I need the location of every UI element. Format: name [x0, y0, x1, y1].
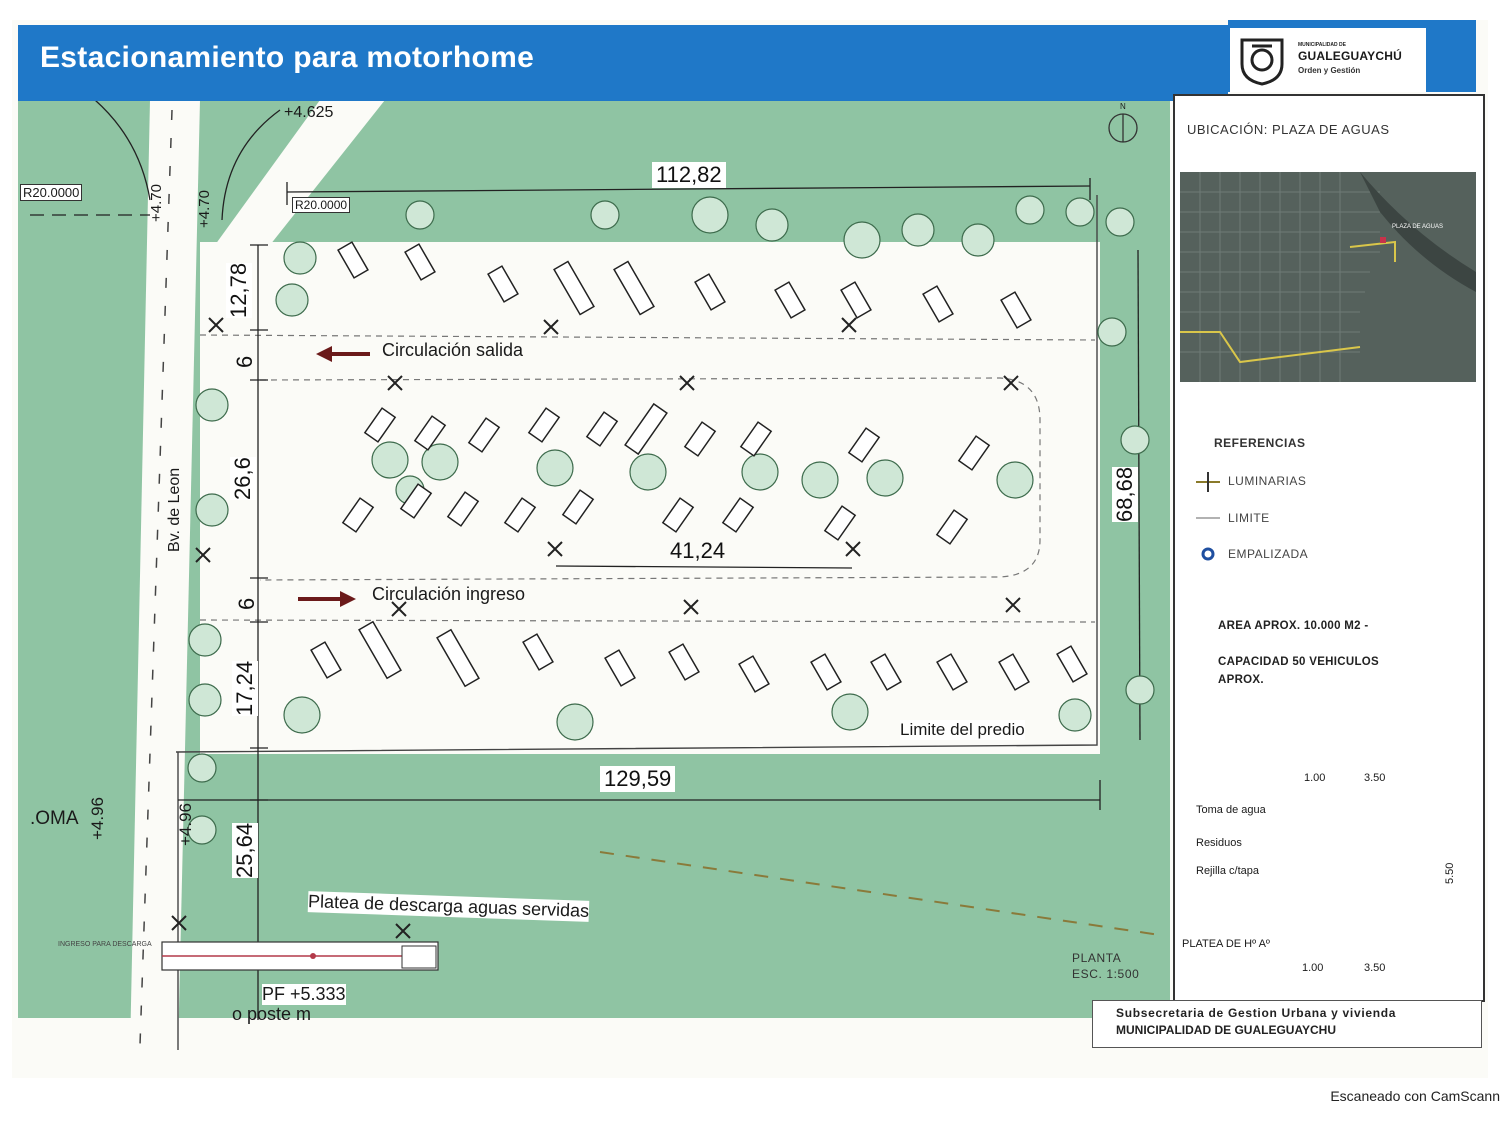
logo-org-name: GUALEGUAYCHÚ — [1298, 49, 1402, 63]
area-info: AREA APROX. 10.000 M2 - — [1218, 620, 1369, 632]
map-image — [1180, 172, 1476, 382]
detail-water-label: Toma de agua — [1196, 804, 1266, 816]
dimension-left-5: 17,24 — [232, 660, 257, 716]
detail-dim-top-2: 3.50 — [1364, 772, 1386, 784]
dimension-left-4: 6 — [234, 597, 259, 610]
dimension-left-3: 26,6 — [230, 457, 255, 500]
ref-limit: LIMITE — [1228, 511, 1270, 525]
radius-right: R20.0000 — [292, 197, 350, 213]
discharge-entry-label: INGRESO PARA DESCARGA — [58, 941, 152, 948]
plan-title: PLANTA — [1072, 951, 1122, 965]
level-c: +4.96 — [88, 796, 107, 840]
capacity-info-2: APROX. — [1218, 674, 1264, 686]
radius-left: R20.0000 — [20, 184, 82, 201]
dimension-bottom: 129,59 — [600, 766, 675, 792]
pf-level: PF +5.333 — [262, 984, 346, 1004]
luminaire-icon — [1194, 470, 1222, 494]
dimension-left-6: 25,64 — [232, 822, 257, 878]
fence-post-icon — [1200, 546, 1216, 562]
dimension-left-1: 12,78 — [226, 262, 251, 318]
level-b: +4.70 — [196, 190, 213, 228]
municipality-name: MUNICIPALIDAD DE GUALEGUAYCHU — [1116, 1023, 1337, 1037]
capacity-info: CAPACIDAD 50 VEHICULOS — [1218, 656, 1380, 668]
ref-fence: EMPALIZADA — [1228, 547, 1309, 561]
limit-line-icon — [1194, 510, 1222, 524]
exit-circulation-label: Circulación salida — [382, 340, 524, 360]
references-title: REFERENCIAS — [1214, 436, 1306, 450]
level-a: +4.70 — [148, 184, 165, 222]
logo-org-small: MUNICIPALIDAD DE — [1298, 42, 1346, 48]
entry-circulation-label: Circulación ingreso — [372, 584, 526, 604]
discharge-platform — [162, 942, 438, 970]
map-tag: PLAZA DE AGUAS — [1392, 224, 1444, 230]
north-label: N — [1120, 102, 1126, 111]
level-top: +4.625 — [284, 104, 334, 121]
dimension-left-2: 6 — [232, 355, 257, 368]
scanner-watermark: Escaneado con CamScann — [1330, 1088, 1500, 1104]
dimension-top: 112,82 — [652, 162, 726, 188]
detail-platform-label: PLATEA DE Hº Aº — [1182, 938, 1270, 950]
detail-grate-label: Rejilla c/tapa — [1196, 865, 1259, 877]
ref-luminaires: LUMINARIAS — [1228, 474, 1307, 488]
detail-dim-side: 5.50 — [1444, 862, 1456, 884]
detail-dim-bottom-2: 3.50 — [1364, 962, 1386, 974]
detail-dim-top-1: 1.00 — [1304, 772, 1326, 784]
dimension-right: 68,68 — [1112, 466, 1137, 522]
detail-dim-bottom-1: 1.00 — [1302, 962, 1324, 974]
page-title: Estacionamiento para motorhome — [40, 41, 535, 74]
location-map — [1180, 172, 1476, 382]
detail-waste-label: Residuos — [1196, 837, 1242, 849]
location-title: UBICACIÓN: PLAZA DE AGUAS — [1187, 122, 1390, 137]
shield-icon — [1238, 36, 1286, 86]
street-name: Bv. de Leon — [166, 467, 183, 552]
dimension-inner: 41,24 — [670, 538, 726, 563]
logo-tagline: Orden y Gestión — [1298, 66, 1361, 75]
department-name: Subsecretaria de Gestion Urbana y vivienda — [1116, 1006, 1397, 1020]
poste-label: o poste m — [232, 1004, 312, 1024]
loma-label: .OMA — [30, 808, 79, 829]
level-d: +4.96 — [176, 802, 195, 846]
scale-label: ESC. 1:500 — [1072, 967, 1140, 981]
plan-scale — [1072, 950, 1139, 982]
boundary-label: Limite del predio — [900, 720, 1025, 739]
discharge-label: Platea de descarga aguas servidas — [307, 891, 590, 921]
title-banner — [18, 25, 1228, 101]
